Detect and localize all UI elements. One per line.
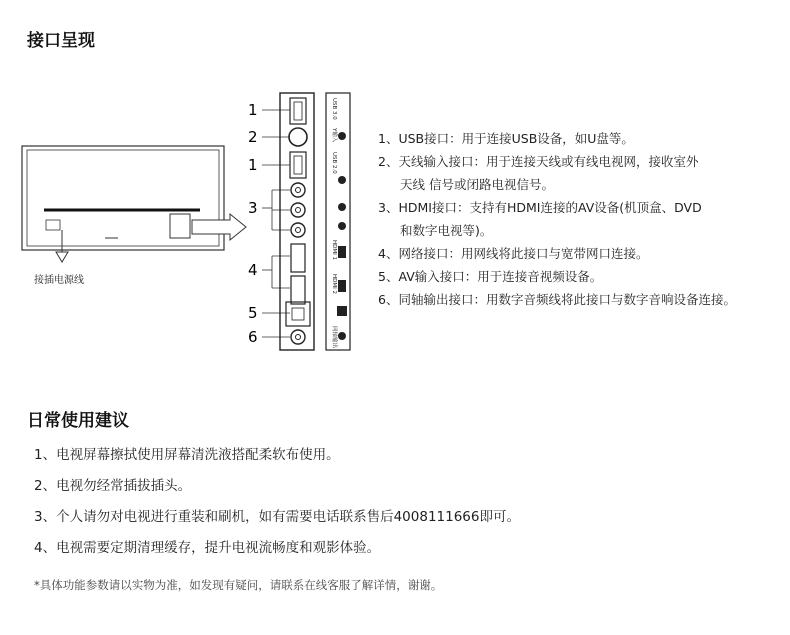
interface-item-5: 5、AV输入接口：用于连接音视频设备。 <box>378 269 603 284</box>
panel-label-coax: 同轴输出 <box>331 326 337 349</box>
hdmi1-port <box>291 244 305 272</box>
callout-1b: 1 <box>248 156 258 174</box>
panel-label-antenna: Y输入 <box>331 128 337 143</box>
av-port-2 <box>291 203 305 217</box>
interface-diagram <box>0 90 370 360</box>
interface-item-2: 2、天线输入接口：用于连接天线或有线电视网，接收室外 <box>378 154 699 169</box>
hdmi2-port <box>291 276 305 304</box>
tip-1: 1、电视屏幕擦拭使用屏幕清洗液搭配柔软布使用。 <box>34 447 340 463</box>
interface-item-1: 1、USB接口：用于连接USB设备，如U盘等。 <box>378 131 634 146</box>
callout-5: 5 <box>248 304 258 322</box>
coax-port <box>291 330 305 344</box>
power-cable-label: 接插电源线 <box>34 275 84 286</box>
section-title-tips: 日常使用建议 <box>27 411 129 431</box>
callout-4: 4 <box>248 261 258 279</box>
panel-label-usb2: USB 2.0 <box>331 152 337 174</box>
interface-list <box>378 127 736 311</box>
callout-numbers <box>248 101 258 346</box>
interface-item-3: 3、HDMI接口：支持有HDMI连接的AV设备(机顶盒、DVD <box>378 200 702 215</box>
antenna-port <box>289 128 307 146</box>
lan-port <box>286 302 310 326</box>
interface-item-6: 6、同轴输出接口：用数字音频线将此接口与数字音响设备连接。 <box>378 292 736 307</box>
panel-label-hdmi1: HDMI 1 <box>331 240 337 260</box>
section-title-interfaces: 接口呈现 <box>27 31 95 51</box>
tip-4: 4、电视需要定期清理缓存，提升电视流畅度和观影体验。 <box>34 540 381 556</box>
side-label-panel <box>326 93 350 350</box>
interface-item-3-cont: 和数字电视等)。 <box>400 223 493 238</box>
interface-item-4: 4、网络接口：用网线将此接口与宽带网口连接。 <box>378 246 649 261</box>
callout-3: 3 <box>248 199 258 217</box>
tip-2: 2、电视勿经常插拔插头。 <box>34 478 192 494</box>
callout-1a: 1 <box>248 101 258 119</box>
av-port-3 <box>291 223 305 237</box>
panel-label-hdmi2: HDMI 2 <box>331 274 337 294</box>
tips-list <box>34 440 520 564</box>
footnote: *具体功能参数请以实物为准，如发现有疑问，请联系在线客服了解详情，谢谢。 <box>34 578 443 592</box>
callout-2: 2 <box>248 128 258 146</box>
interface-item-2-cont: 天线 信号或闭路电视信号。 <box>400 177 554 192</box>
av-port-1 <box>291 183 305 197</box>
tip-3: 3、个人请勿对电视进行重装和刷机，如有需要电话联系售后4008111666即可。 <box>34 509 520 525</box>
panel-label-usb3: USB 3.0 <box>331 98 337 120</box>
callout-6: 6 <box>248 328 258 346</box>
port-panel <box>280 93 314 350</box>
